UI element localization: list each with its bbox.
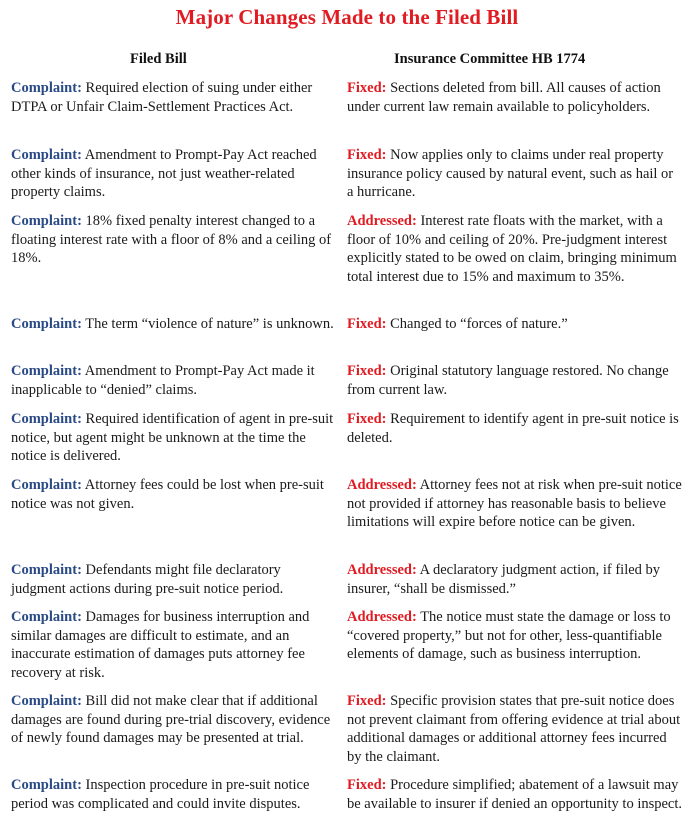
complaint-label: Complaint: <box>11 609 82 625</box>
response-label: Fixed: <box>347 316 387 332</box>
complaint-text: Bill did not make clear that if additional damages are found during pre-trial discovery, evidence of newly found damages may be presented at trial. <box>11 693 331 746</box>
complaint-text: Attorney fees could be lost when pre-suit notice was not given. <box>11 477 324 512</box>
response-text: Changed to “forces of nature.” <box>386 316 568 332</box>
complaint-text: Required identification of agent in pre-suit notice, but agent might be unknown at the time the notice is delivered. <box>11 411 334 464</box>
column-header-filed-bill: Filed Bill <box>130 51 187 67</box>
complaint-cell <box>11 79 336 116</box>
response-text: Original statutory language restored. No change from current law. <box>347 363 669 398</box>
complaint-text: Inspection procedure in pre-suit notice period was complicated and could invite disputes. <box>11 777 310 812</box>
response-label: Fixed: <box>347 363 387 379</box>
complaint-label: Complaint: <box>11 80 82 96</box>
response-text: Now applies only to claims under real property insurance policy caused by natural event, such as hail or a hurricane. <box>347 147 674 200</box>
response-cell <box>347 362 683 399</box>
complaint-label: Complaint: <box>11 477 82 493</box>
complaint-text: Amendment to Prompt-Pay Act made it inapplicable to “denied” claims. <box>11 363 315 398</box>
response-cell <box>347 608 683 664</box>
response-label: Fixed: <box>347 693 387 709</box>
complaint-cell <box>11 476 336 513</box>
response-text: A declaratory judgment action, if filed by insurer, “shall be dismissed.” <box>347 562 661 597</box>
response-label: Fixed: <box>347 411 387 427</box>
response-cell <box>347 410 683 447</box>
response-text: Interest rate floats with the market, with a floor of 10% and ceiling of 20%. Pre-judgment interest explicitly stated to be owed on claim, bringing minimum total interest due to 15% and maximum to 35%. <box>347 213 677 285</box>
complaint-cell <box>11 212 336 268</box>
complaint-text: The term “violence of nature” is unknown. <box>81 316 334 332</box>
complaint-cell <box>11 362 336 399</box>
complaint-text: Defendants might file declaratory judgment actions during pre-suit notice period. <box>11 562 284 597</box>
response-cell <box>347 315 683 334</box>
response-label: Addressed: <box>347 609 417 625</box>
complaint-cell <box>11 561 336 598</box>
complaint-cell <box>11 776 336 813</box>
complaint-label: Complaint: <box>11 777 82 793</box>
response-text: Procedure simplified; abatement of a lawsuit may be available to insurer if denied an opportunity to inspect. <box>347 777 683 812</box>
complaint-label: Complaint: <box>11 213 82 229</box>
response-label: Addressed: <box>347 213 417 229</box>
response-cell <box>347 476 683 532</box>
complaint-text: 18% fixed penalty interest changed to a floating interest rate with a floor of 8% and a ceiling of 18%. <box>11 213 332 266</box>
complaint-label: Complaint: <box>11 562 82 578</box>
complaint-text: Amendment to Prompt-Pay Act reached other kinds of insurance, not just weather-related property claims. <box>11 147 317 200</box>
response-cell <box>347 79 683 116</box>
complaint-label: Complaint: <box>11 316 82 332</box>
response-text: The notice must state the damage or loss to “covered property,” but not for other, less-quantifiable elements of damage, such as business interruption. <box>347 609 671 662</box>
complaint-cell <box>11 410 336 466</box>
page-title: Major Changes Made to the Filed Bill <box>175 5 519 29</box>
response-cell <box>347 212 683 286</box>
response-text: Attorney fees not at risk when pre-suit notice not provided if attorney has reasonable basis to believe limitations will expire before notice can be given. <box>347 477 682 530</box>
response-cell <box>347 146 683 202</box>
response-cell <box>347 692 683 766</box>
response-cell <box>347 561 683 598</box>
complaint-cell <box>11 692 336 748</box>
complaint-cell <box>11 315 336 334</box>
response-text: Specific provision states that pre-suit notice does not prevent claimant from offering evidence at trial about additional damages or additional attorney fees incurred by the claimant. <box>347 693 681 765</box>
response-text: Sections deleted from bill. All causes of action under current law remain available to policyholders. <box>347 80 661 115</box>
complaint-label: Complaint: <box>11 147 82 163</box>
complaint-label: Complaint: <box>11 363 82 379</box>
column-header-committee: Insurance Committee HB 1774 <box>394 51 586 67</box>
response-text: Requirement to identify agent in pre-suit notice is deleted. <box>347 411 679 446</box>
response-cell <box>347 776 683 813</box>
complaint-label: Complaint: <box>11 693 82 709</box>
response-label: Fixed: <box>347 777 387 793</box>
response-label: Fixed: <box>347 80 387 96</box>
complaint-cell <box>11 146 336 202</box>
response-label: Fixed: <box>347 147 387 163</box>
response-label: Addressed: <box>347 477 417 493</box>
complaint-text: Required election of suing under either DTPA or Unfair Claim-Settlement Practices Act. <box>11 80 313 115</box>
complaint-cell <box>11 608 336 682</box>
response-label: Addressed: <box>347 562 417 578</box>
complaint-text: Damages for business interruption and similar damages are difficult to estimate, and an inaccurate estimation of damages puts attorney fee recovery at risk. <box>11 609 310 681</box>
complaint-label: Complaint: <box>11 411 82 427</box>
